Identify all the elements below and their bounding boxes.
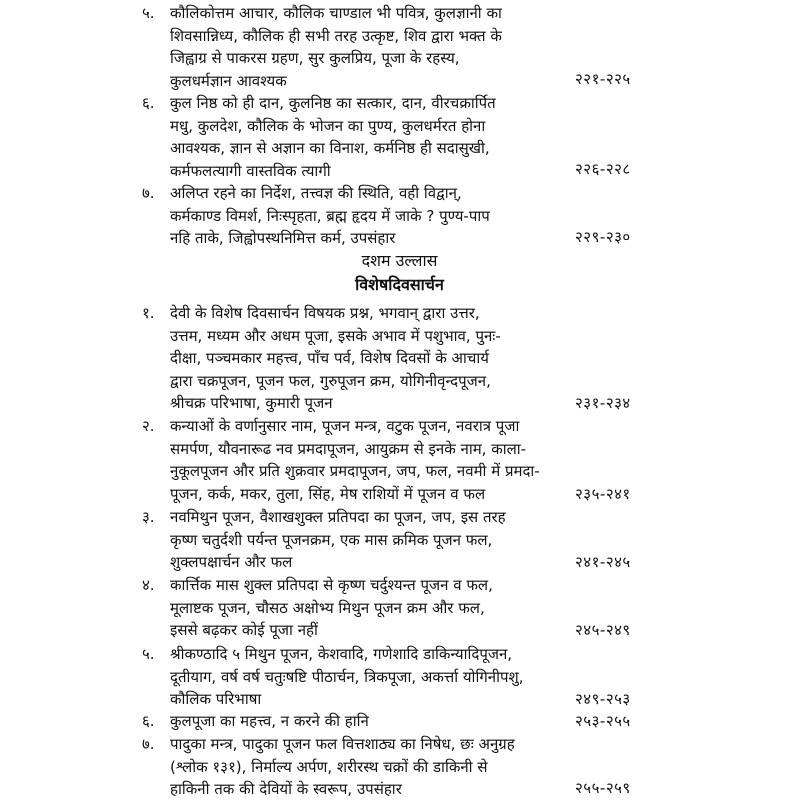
entry-number: ५. — [142, 645, 155, 663]
entry-line: आवश्यक, ज्ञान से अज्ञान का विनाश, कर्मनिष्ठ ही सदासुखी, — [170, 139, 490, 157]
entry-line: कार्त्तिक मास शुक्ल प्रतिपदा से कृष्ण चर्दुश्यन्त पूजन व फल, — [170, 576, 493, 594]
entry-line: दीक्षा, पञ्चमकार महत्त्व, पाँच पर्व, विशेष दिवसों के आचार्य — [170, 349, 489, 367]
entry-line: श्रीचक्र परिभाषा, कुमारी पूजन — [170, 394, 333, 412]
entry-line: कौलिकोत्तम आचार, कौलिक चाण्डाल भी पवित्र, कुलज्ञानी का — [170, 4, 502, 22]
entry-text — [170, 643, 565, 711]
entry-line: मूलाष्टक पूजन, चौसठ अक्षोभ्य मिथुन पूजन क्रम और फल, — [170, 598, 485, 617]
entry-pages: २४१-२४५ — [575, 553, 631, 571]
entry-line: कृष्ण चतुर्दशी पर्यन्त पूजनक्रम, एक मास क्रमिक पूजन फल, — [170, 530, 493, 549]
entry-line: नवमिथुन पूजन, वैशाखशुक्ल प्रतिपदा का पूजन, जप, इस तरह — [170, 508, 506, 526]
entry-text — [170, 182, 565, 250]
entry-pages: २२६-२२८ — [575, 160, 631, 178]
entry-line: शिवसान्निध्य, कौलिक ही सभी तरह उत्कृष्ट, शिव द्वारा भक्त के — [170, 26, 502, 45]
entry-number: २. — [142, 417, 155, 435]
entry-text — [170, 710, 565, 733]
entry-pages: २५३-२५५ — [575, 712, 631, 730]
entry-pages: २३५-२४१ — [575, 485, 631, 503]
entry-pages: २४९-२५३ — [575, 690, 631, 708]
chapter-title: दशम उल्लास — [361, 251, 438, 270]
entry-line: श्रीकण्ठादि ५ मिथुन पूजन, केशवादि, गणेशादि डाकिन्यादिपूजन, — [170, 645, 513, 663]
entry-pages: २३१-२३४ — [575, 394, 631, 412]
entry-pages: २२१-२२५ — [575, 70, 631, 88]
entry-line: नहि ताके, जिह्वोपस्थनिमित्त कर्म, उपसंहार — [170, 229, 396, 247]
entry-line: हाकिनी तक की देवियों के स्वरूप, उपसंहार — [170, 780, 402, 798]
entry-line: इससे बढ़कर कोई पूजा नहीं — [170, 621, 318, 639]
entry-line: कुलपूजा का महत्त्व, न करने की हानि — [170, 712, 369, 730]
entry-text — [170, 733, 565, 801]
entry-line: उत्तम, मध्यम और अधम पूजा, इसके अभाव में पशुभाव, पुनः- — [170, 326, 501, 345]
entry-text — [170, 415, 565, 505]
entry-line: कर्मफलत्यागी वास्तविक त्यागी — [170, 161, 331, 180]
entry-number: १. — [142, 304, 155, 322]
entry-pages: २४५-२४९ — [575, 621, 631, 639]
entry-line: शुक्लपक्षार्चन और फल — [170, 553, 293, 571]
entry-line: मधु, कुलदेश, कौलिक के भोजन का पुण्य, कुलधर्मरत होना — [170, 116, 486, 135]
entry-text — [170, 506, 565, 574]
entry-text — [170, 574, 565, 642]
chapter-subtitle: विशेषदिवसार्चन — [355, 275, 444, 294]
entry-line: कौलिक परिभाषा — [170, 690, 262, 708]
entry-line: देवी के विशेष दिवसार्चन विषयक प्रश्न, भगवान् द्वारा उत्तर, — [170, 304, 480, 322]
entry-number: ७. — [142, 184, 155, 202]
entry-line: द्वारा चक्रपूजन, पूजन फल, गुरुपूजन क्रम, योगिनीवृन्दपूजन, — [170, 371, 491, 390]
entry-text — [170, 2, 565, 92]
entry-text — [170, 302, 565, 415]
entry-line: पूजन, कर्क, मकर, तुला, सिंह, मेष राशियों में पूजन व फल — [170, 484, 486, 503]
entry-line: नुकूलपूजन और प्रति शुक्रवार प्रमदापूजन, जप, फल, नवमी में प्रमदा- — [170, 462, 540, 480]
entry-line: कन्याओं के वर्णानुसार नाम, पूजन मन्त्र, वटुक पूजन, नवरात्र पूजा — [170, 417, 520, 435]
entry-line: समर्पण, यौवनारूढ नव प्रमदापूजन, आयुक्रम से इनके नाम, काला- — [170, 439, 527, 458]
entry-line: कुल निष्ठ को ही दान, कुलनिष्ठ का सत्कार, दान, वीरचक्रार्पित — [170, 94, 496, 112]
entry-line: दूतीयाग, वर्ष वर्ष चतुःषष्टि पीठार्चन, त्रिकपूजा, अकर्त्ता योगिनीपशु, — [170, 667, 524, 686]
entry-pages: २५५-२५९ — [575, 779, 631, 797]
entry-number: ६. — [142, 712, 155, 730]
entry-number: ४. — [142, 576, 155, 594]
entry-line: (श्लोक १३१), निर्माल्य अर्पण, शरीरस्थ चक्रों की डाकिनी से — [170, 757, 488, 776]
entry-line: जिह्वाग्र से पाकरस ग्रहण, सुर कुलप्रिय, पूजा के रहस्य, — [170, 49, 460, 67]
entry-text — [170, 92, 565, 182]
entry-line: अलिप्त रहने का निर्देश, तत्त्वज्ञ की स्थिति, वही विद्वान्, — [170, 184, 462, 202]
entry-line: कुलधर्मज्ञान आवश्यक — [170, 71, 287, 90]
entry-number: ३. — [142, 508, 155, 526]
entry-number: ७. — [142, 735, 155, 753]
entry-pages: २२९-२३० — [575, 228, 631, 246]
entry-line: पादुका मन्त्र, पादुका पूजन फल वित्तशाठ्य का निषेध, छः अनुग्रह — [170, 735, 515, 753]
entry-line: कर्मकाण्ड विमर्श, निःस्पृहता, ब्रह्म हृदय में जाके ? पुण्य-पाप — [170, 206, 490, 225]
entry-number: ६. — [142, 94, 155, 112]
entry-number: ५. — [142, 4, 155, 22]
